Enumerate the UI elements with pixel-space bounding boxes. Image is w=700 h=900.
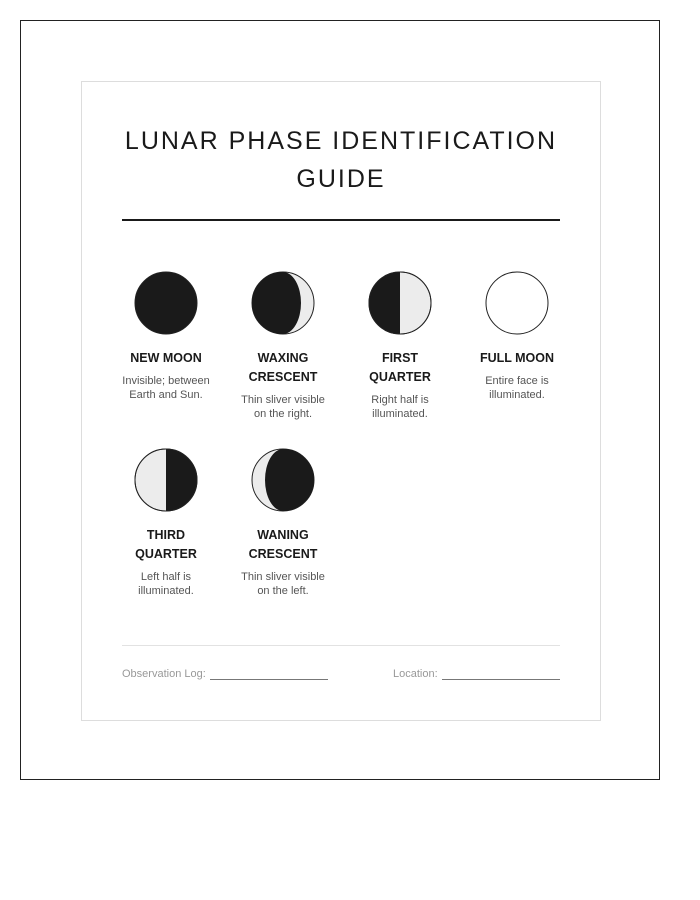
phase-name-line-1: NEW MOON xyxy=(130,351,202,365)
observation-log-label: Observation Log: xyxy=(122,668,206,680)
phase-description: Invisible; between Earth and Sun. xyxy=(122,375,210,401)
location-label: Location: xyxy=(393,668,438,680)
observation-log-blank[interactable] xyxy=(210,671,328,680)
phase-name xyxy=(228,526,338,564)
phase-new-moon xyxy=(111,271,221,402)
phase-description: Thin sliver visible on the left. xyxy=(241,571,325,597)
location-field[interactable] xyxy=(393,668,560,680)
phase-name-line-1: FULL MOON xyxy=(479,351,555,365)
phase-name-line-2: QUARTER xyxy=(135,547,197,561)
phase-name xyxy=(111,526,221,564)
phase-name-line-2: CRESCENT xyxy=(248,370,318,384)
phase-full-moon xyxy=(462,271,572,402)
observation-log-field[interactable] xyxy=(122,668,328,680)
phase-description: Thin sliver visible on the right. xyxy=(241,394,325,420)
title-line-2: GUIDE xyxy=(296,165,386,193)
phase-name-line-2: QUARTER xyxy=(369,370,431,384)
phase-name-line-1: THIRD xyxy=(146,528,186,542)
phase-waxing-crescent xyxy=(228,271,338,421)
first-quarter-icon xyxy=(368,271,432,335)
title-line-1: LUNAR PHASE IDENTIFICATION xyxy=(124,127,558,155)
phase-description: Entire face is illuminated. xyxy=(485,375,549,401)
phase-name xyxy=(111,349,221,368)
full-moon-icon xyxy=(485,271,549,335)
phase-first-quarter xyxy=(345,271,455,421)
phase-name xyxy=(462,349,572,368)
phase-name xyxy=(345,349,455,387)
waning-crescent-icon xyxy=(251,448,315,512)
phase-waning-crescent xyxy=(228,448,338,598)
phase-description: Left half is illuminated. xyxy=(138,571,194,597)
page-title xyxy=(82,122,600,198)
guide-card xyxy=(81,81,601,721)
third-quarter-icon xyxy=(134,448,198,512)
footer-divider xyxy=(122,645,560,646)
phase-name-line-1: FIRST xyxy=(381,351,419,365)
location-blank[interactable] xyxy=(442,671,560,680)
waxing-crescent-icon xyxy=(251,271,315,335)
phase-description: Right half is illuminated. xyxy=(371,394,429,420)
phase-third-quarter xyxy=(111,448,221,598)
phase-name-line-1: WANING xyxy=(257,528,309,542)
phase-name-line-2: CRESCENT xyxy=(248,547,318,561)
phase-name-line-1: WAXING xyxy=(257,351,309,365)
phase-name xyxy=(228,349,338,387)
new-moon-icon xyxy=(134,271,198,335)
title-divider xyxy=(122,219,560,221)
